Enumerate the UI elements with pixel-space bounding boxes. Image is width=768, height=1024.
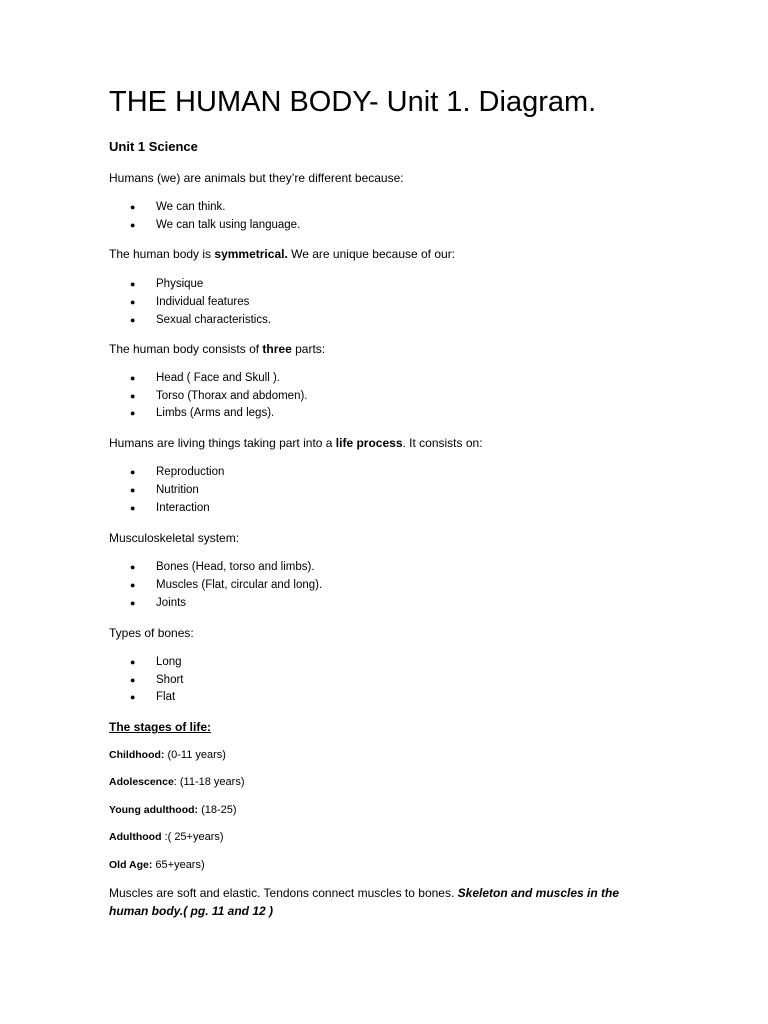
paragraph-closing: Muscles are soft and elastic. Tendons connect muscles to bones. Skeleton and muscles in the human body.( pg. 11 and 12 ): [109, 886, 620, 918]
bullet-icon: ●: [130, 485, 136, 495]
list-item: ● We can think.: [130, 201, 226, 213]
stages-heading: The stages of life:: [109, 720, 212, 734]
paragraph-bone-types: Types of bones:: [109, 626, 194, 640]
stage-old-age: Old Age: 65+years): [109, 859, 205, 871]
list-item: ● Individual features: [130, 296, 250, 308]
bullet-icon: ●: [130, 202, 136, 212]
list-item: ● Joints: [130, 597, 187, 609]
list-item: ● We can talk using language.: [130, 219, 301, 231]
list-item: ● Torso (Thorax and abdomen).: [130, 390, 308, 402]
paragraph-symmetry: The human body is symmetrical. We are unique because of our:: [109, 247, 456, 261]
list-item: ● Interaction: [130, 502, 210, 514]
bullet-icon: ●: [130, 220, 136, 230]
bullet-icon: ●: [130, 279, 136, 289]
section-subtitle: Unit 1 Science: [109, 139, 198, 154]
stage-adulthood: Adulthood :( 25+years): [109, 831, 224, 843]
bullet-icon: ●: [130, 692, 136, 702]
list-item: ● Long: [130, 656, 182, 668]
bullet-icon: ●: [130, 503, 136, 513]
list-item: ● Sexual characteristics.: [130, 314, 272, 326]
stage-childhood: Childhood: (0-11 years): [109, 749, 226, 761]
paragraph-musculoskeletal: Musculoskeletal system:: [109, 531, 240, 545]
list-item: ● Bones (Head, torso and limbs).: [130, 561, 315, 573]
list-item: ● Head ( Face and Skull ).: [130, 372, 281, 384]
paragraph-differences: Humans (we) are animals but they’re different because:: [109, 171, 404, 185]
bullet-icon: ●: [130, 675, 136, 685]
list-item: ● Limbs (Arms and legs).: [130, 407, 275, 419]
list-item: ● Reproduction: [130, 466, 225, 478]
list-item: ● Physique: [130, 278, 204, 290]
bullet-icon: ●: [130, 373, 136, 383]
bullet-icon: ●: [130, 580, 136, 590]
stage-young-adulthood: Young adulthood: (18-25): [109, 804, 237, 816]
bullet-icon: ●: [130, 315, 136, 325]
bullet-icon: ●: [130, 598, 136, 608]
bullet-icon: ●: [130, 391, 136, 401]
stage-adolescence: Adolescence: (11-18 years): [109, 776, 245, 788]
page-title: THE HUMAN BODY- Unit 1. Diagram.: [109, 86, 597, 118]
paragraph-three-parts: The human body consists of three parts:: [109, 342, 326, 356]
bullet-icon: ●: [130, 408, 136, 418]
bullet-icon: ●: [130, 562, 136, 572]
list-item: ● Short: [130, 674, 184, 686]
bullet-icon: ●: [130, 657, 136, 667]
paragraph-life-process: Humans are living things taking part into a life process. It consists on:: [109, 436, 483, 450]
list-item: ● Flat: [130, 691, 176, 703]
list-item: ● Nutrition: [130, 484, 199, 496]
bullet-icon: ●: [130, 297, 136, 307]
bullet-icon: ●: [130, 467, 136, 477]
list-item: ● Muscles (Flat, circular and long).: [130, 579, 323, 591]
